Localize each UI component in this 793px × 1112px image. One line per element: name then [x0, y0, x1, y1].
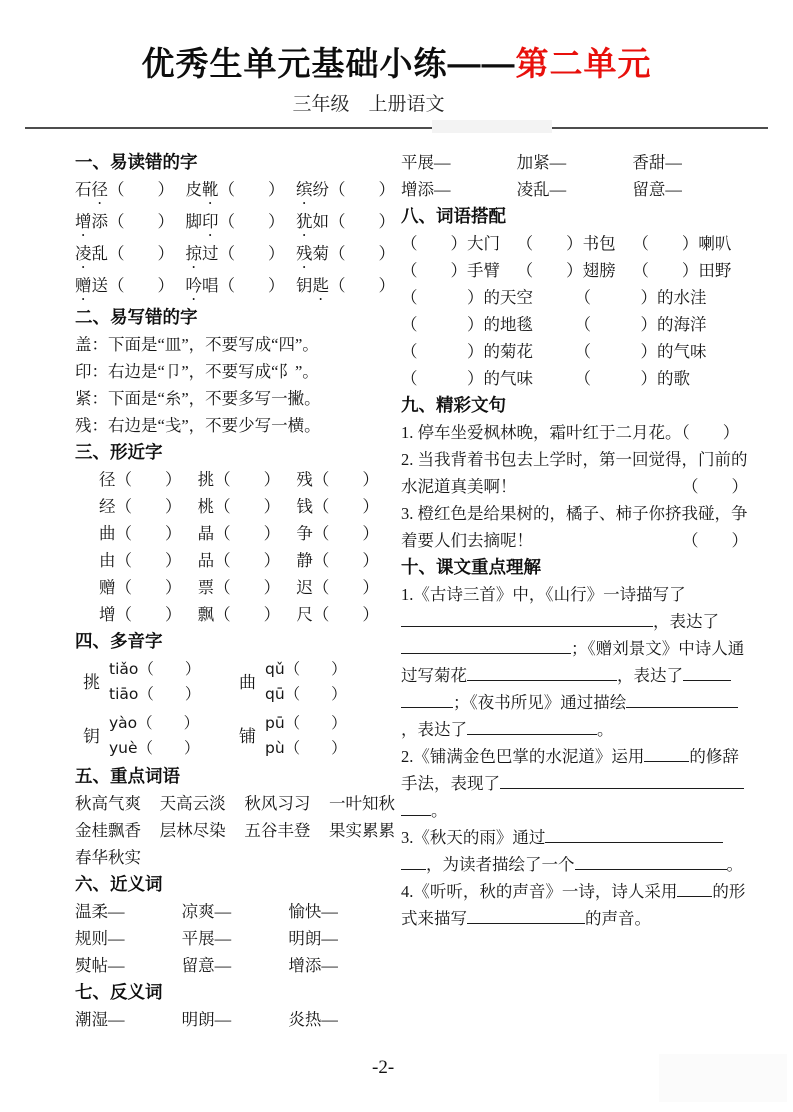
- answer-paren: （ ）: [682, 531, 748, 550]
- section-4-heading: 四、多音字: [75, 631, 163, 651]
- sentence-item: 2. 当我背着书包去上学时，第一回觉得，门前的水泥道真美啊！ （ ）: [401, 446, 748, 500]
- comprehension-question: 3.《秋天的雨》通过，为读者描绘了一个 。: [401, 828, 743, 874]
- content-columns: [75, 149, 748, 1033]
- idiom-row: [75, 817, 395, 844]
- antonym-row: [401, 149, 748, 176]
- fill-blank: [401, 853, 426, 870]
- pinyin-line: tiāo（ ）: [109, 685, 201, 703]
- collocation-item: （ ）的气味: [401, 369, 533, 388]
- char-row: [75, 520, 395, 547]
- fill-blank: [545, 826, 723, 843]
- section-7-heading: 七、反义词: [75, 982, 163, 1002]
- polyphone-group: [239, 711, 395, 761]
- section-4: [75, 628, 395, 763]
- collocation-item: （ ）的歌: [574, 369, 690, 388]
- tip-line: 盖：下面是“皿”，不要写成“四”。: [75, 335, 319, 354]
- antonym-item: 凌乱—: [516, 180, 567, 199]
- idiom: 一叶知秋: [328, 794, 395, 813]
- idiom: 秋风习习: [244, 794, 311, 813]
- polyphone-char: 挑: [83, 672, 100, 692]
- polyphone-group: [83, 711, 239, 761]
- pinyin-line: yào（ ）: [109, 714, 200, 732]
- synonym-item: 熨帖—: [75, 956, 125, 975]
- word-item: 残菊（ ）: [296, 244, 395, 263]
- word-row: [75, 208, 395, 240]
- collocation-row: [401, 230, 748, 257]
- polyphone-groups: [75, 655, 395, 763]
- synonym-row: [75, 925, 395, 952]
- column-right: [401, 149, 748, 1033]
- word-item: 缤纷（ ）: [296, 180, 395, 199]
- page-title: [0, 44, 793, 84]
- antonym-item: 香甜—: [632, 153, 682, 172]
- pinyin-line: yuè（ ）: [109, 739, 200, 757]
- section-2: [75, 304, 395, 439]
- polyphone-char: 曲: [239, 672, 256, 692]
- fill-blank: [467, 907, 585, 924]
- fill-blank: [677, 880, 712, 897]
- word-item: 脚印（ ）: [185, 212, 285, 231]
- idiom: 层林尽染: [159, 821, 226, 840]
- char-item: 残（ ）: [296, 470, 379, 489]
- char-item: 静（ ）: [296, 551, 379, 570]
- word-item: 吟唱（ ）: [185, 276, 285, 295]
- antonym-item: 炎热—: [288, 1010, 338, 1029]
- synonym-item: 凉爽—: [181, 902, 232, 921]
- section-8: [401, 203, 748, 392]
- collocation-item: （ ）田野: [632, 261, 732, 280]
- idiom: 春华秋实: [75, 848, 141, 867]
- word-item: 皮靴（ ）: [185, 180, 285, 199]
- antonym-item: 潮湿—: [75, 1010, 125, 1029]
- tip-line: 紧：下面是“糸”，不要多写一撇。: [75, 389, 321, 408]
- antonym-item: 留意—: [632, 180, 682, 199]
- watermark-remnant: [432, 120, 552, 133]
- word-item: 掠过（ ）: [185, 244, 285, 263]
- collocation-item: （ ）的海洋: [574, 315, 707, 334]
- page-subtitle: 三年级 上册语文: [292, 94, 445, 115]
- comprehension-question: 1.《古诗三首》中，《山行》一诗描写了，表达了；《赠刘景文》中诗人通过写菊花 ，表达了；《夜书所见》通过描绘，表达了 。: [401, 585, 745, 739]
- collocation-item: （ ）的地毯: [401, 315, 533, 334]
- char-row: [75, 574, 395, 601]
- section-2-heading: 二、易写错的字: [75, 307, 198, 327]
- fill-blank: [500, 772, 744, 789]
- fill-blank: [401, 799, 431, 816]
- idiom-row: [75, 790, 395, 817]
- synonym-item: 明朗—: [288, 929, 338, 948]
- polyphone-char: 钥: [83, 726, 100, 746]
- emphasis-dot-char: 赠: [75, 276, 92, 295]
- collocation-item: （ ）的菊花: [401, 342, 533, 361]
- synonym-row: [75, 952, 395, 979]
- fill-blank: [683, 664, 731, 681]
- char-item: 争（ ）: [296, 524, 379, 543]
- char-item: 晶（ ）: [197, 524, 281, 543]
- section-1-heading: 一、易读错的字: [75, 152, 198, 172]
- pinyin-line: pù（ ）: [265, 739, 347, 757]
- fill-blank: [467, 718, 597, 735]
- section-9: [401, 392, 748, 554]
- tip-line: 印：右边是“卩”，不要写成“阝”。: [75, 362, 319, 381]
- tip-line: 残：右边是“戋”，不要少写一横。: [75, 416, 321, 435]
- section-6: [75, 871, 395, 979]
- char-item: 钱（ ）: [296, 497, 379, 516]
- char-item: 尺（ ）: [296, 605, 379, 624]
- collocation-item: （ ）翅膀: [516, 261, 616, 280]
- collocation-item: （ ）大门: [401, 234, 500, 253]
- synonym-row: [75, 898, 395, 925]
- char-item: 增（ ）: [99, 605, 182, 624]
- fill-blank: [644, 745, 689, 762]
- word-item: 石径（ ）: [75, 180, 174, 199]
- antonym-row: [75, 1006, 395, 1033]
- word-row: [75, 240, 395, 272]
- fill-blank: [401, 610, 653, 627]
- fill-blank: [626, 691, 738, 708]
- char-row: [75, 466, 395, 493]
- idiom: 五谷丰登: [244, 821, 311, 840]
- fill-blank: [575, 853, 727, 870]
- synonym-item: 增添—: [288, 956, 338, 975]
- section-3-heading: 三、形近字: [75, 442, 163, 462]
- synonym-item: 规则—: [75, 929, 125, 948]
- polyphone-group: [83, 657, 239, 707]
- char-item: 桃（ ）: [197, 497, 281, 516]
- header: [0, 0, 793, 117]
- emphasis-dot-char: 靴: [202, 180, 219, 199]
- idiom: 天高云淡: [159, 794, 226, 813]
- emphasis-dot-char: 凌: [75, 244, 92, 263]
- column-left: [75, 149, 395, 1033]
- pinyin-line: tiǎo（ ）: [109, 660, 201, 678]
- char-item: 由（ ）: [99, 551, 182, 570]
- char-item: 挑（ ）: [197, 470, 281, 489]
- collocation-row: [401, 365, 748, 392]
- collocation-row: [401, 257, 748, 284]
- section-1: [75, 149, 395, 304]
- antonym-item: 加紧—: [516, 153, 567, 172]
- synonym-item: 愉快—: [288, 902, 338, 921]
- idiom: 果实累累: [328, 821, 395, 840]
- section-7: [75, 979, 395, 1033]
- char-item: 径（ ）: [99, 470, 182, 489]
- section-3: [75, 439, 395, 628]
- fill-blank: [401, 691, 453, 708]
- collocation-row: [401, 338, 748, 365]
- emphasis-dot-char: 掠: [185, 244, 202, 263]
- emphasis-dot-char: 吟: [185, 276, 202, 295]
- emphasis-dot-char: 径: [91, 180, 108, 199]
- antonym-item: 增添—: [401, 180, 451, 199]
- collocation-item: （ ）喇叭: [632, 234, 732, 253]
- char-row: [75, 547, 395, 574]
- word-item: 凌乱（ ）: [75, 244, 174, 263]
- word-row: [75, 272, 395, 304]
- pinyin-line: qū（ ）: [265, 685, 347, 703]
- sentence-item: 1. 停车坐爱枫林晚，霜叶红于二月花。（ ）: [401, 423, 740, 442]
- word-item: 增添（ ）: [75, 212, 174, 231]
- word-item: 犹如（ ）: [296, 212, 395, 231]
- emphasis-dot-char: 印: [202, 212, 219, 231]
- title-unit: 第二单元: [515, 45, 652, 82]
- section-10: [401, 554, 748, 932]
- emphasis-dot-char: 残: [296, 244, 313, 263]
- watermark-box: [659, 1054, 787, 1102]
- char-row: [75, 601, 395, 628]
- answer-paren: （ ）: [682, 477, 748, 496]
- fill-blank: [401, 637, 571, 654]
- section-5: [75, 763, 395, 871]
- comprehension-question: 4.《听听，秋的声音》一诗，诗人采用 的形式来描写 的声音。: [401, 882, 746, 928]
- collocation-item: （ ）的气味: [574, 342, 707, 361]
- collocation-item: （ ）手臂: [401, 261, 500, 280]
- synonym-item: 平展—: [181, 929, 232, 948]
- char-item: 品（ ）: [197, 551, 281, 570]
- fill-blank: [467, 664, 617, 681]
- collocation-item: （ ）的水洼: [574, 288, 707, 307]
- emphasis-dot-char: 增: [75, 212, 92, 231]
- emphasis-dot-char: 犹: [296, 212, 313, 231]
- section-8-heading: 八、词语搭配: [401, 206, 506, 226]
- synonym-item: 温柔—: [75, 902, 125, 921]
- collocation-item: （ ）书包: [516, 234, 616, 253]
- polyphone-char: 铺: [239, 726, 256, 746]
- antonym-row: [401, 176, 748, 203]
- pinyin-line: pū（ ）: [265, 714, 347, 732]
- word-row: [75, 176, 395, 208]
- header-rule: [25, 127, 768, 129]
- collocation-row: [401, 311, 748, 338]
- sentence-item: 3. 橙红色是给果树的，橘子、柿子你挤我碰，争着要人们去摘呢！ （ ）: [401, 500, 748, 554]
- section-7-continued: [401, 149, 748, 203]
- char-item: 赠（ ）: [99, 578, 182, 597]
- idiom: 秋高气爽: [75, 794, 141, 813]
- word-item: 钥匙（ ）: [296, 276, 395, 295]
- emphasis-dot-char: 匙: [312, 276, 329, 295]
- idiom-row: [75, 844, 395, 871]
- antonym-item: 明朗—: [181, 1010, 232, 1029]
- comprehension-question: 2.《铺满金色巴掌的水泥道》运用 的修辞手法，表现了。: [401, 743, 748, 824]
- section-6-heading: 六、近义词: [75, 874, 163, 894]
- synonym-item: 留意—: [181, 956, 232, 975]
- char-item: 票（ ）: [197, 578, 281, 597]
- idiom: 金桂飘香: [75, 821, 141, 840]
- char-item: 迟（ ）: [296, 578, 379, 597]
- polyphone-group: [239, 657, 395, 707]
- title-main: 优秀生单元基础小练——: [141, 45, 516, 82]
- char-item: 曲（ ）: [99, 524, 182, 543]
- emphasis-dot-char: 缤: [296, 180, 313, 199]
- section-5-heading: 五、重点词语: [75, 766, 180, 786]
- char-item: 飘（ ）: [197, 605, 281, 624]
- char-item: 经（ ）: [99, 497, 182, 516]
- section-10-heading: 十、课文重点理解: [401, 557, 541, 577]
- section-9-heading: 九、精彩文句: [401, 395, 506, 415]
- collocation-row: [401, 284, 748, 311]
- word-item: 赠送（ ）: [75, 276, 174, 295]
- page-number: -2-: [372, 1057, 395, 1078]
- collocation-item: （ ）的天空: [401, 288, 533, 307]
- pinyin-line: qǔ（ ）: [265, 660, 347, 678]
- antonym-item: 平展—: [401, 153, 451, 172]
- char-row: [75, 493, 395, 520]
